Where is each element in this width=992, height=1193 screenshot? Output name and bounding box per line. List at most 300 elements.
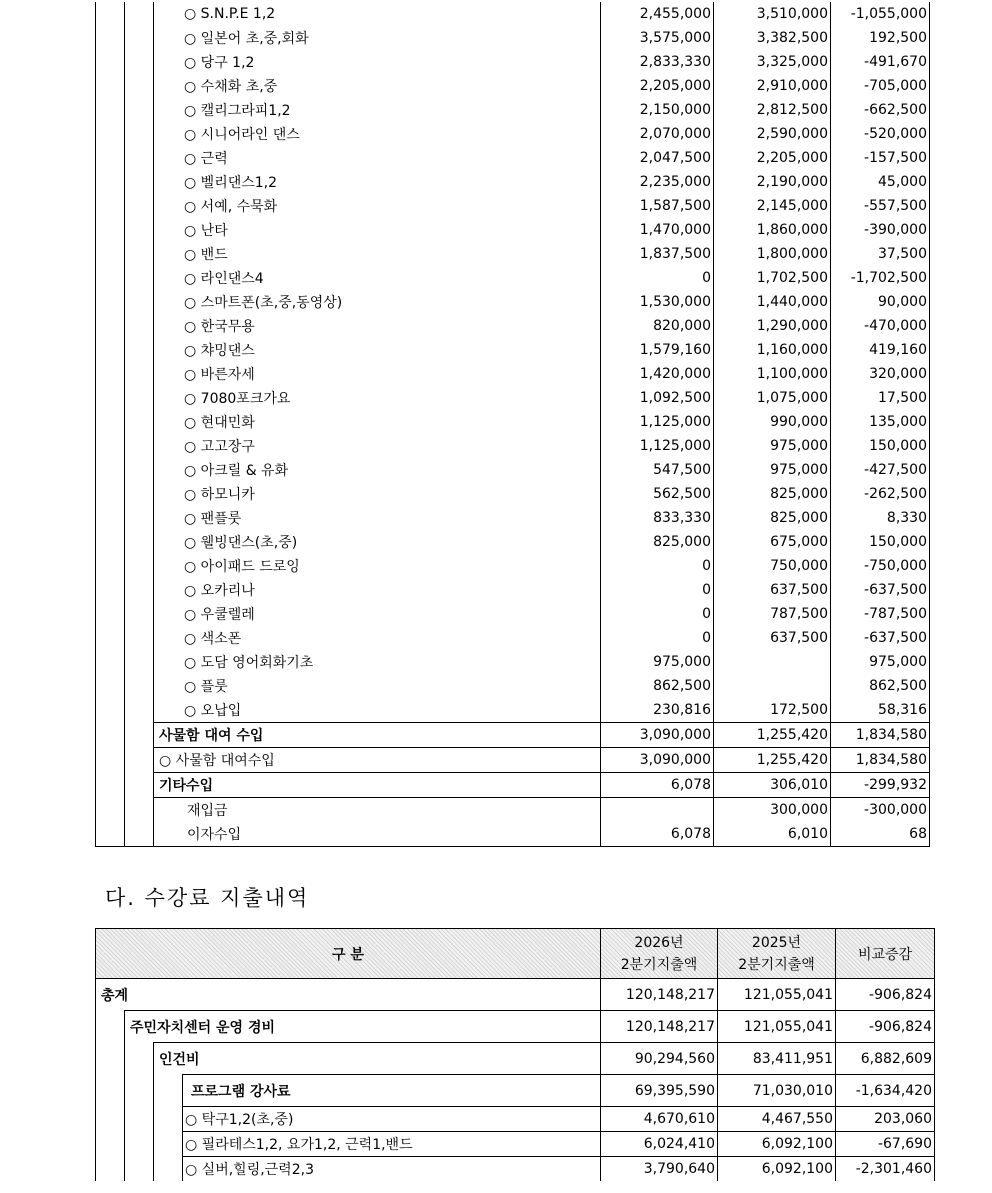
indent-cell [125, 1132, 154, 1157]
indent-cell [125, 822, 154, 847]
value-2025: 1,290,000 [714, 314, 831, 338]
value-2025: 6,010 [714, 822, 831, 847]
value-diff: -299,932 [831, 773, 930, 798]
item-name: 사물함 대여 수입 [154, 723, 601, 748]
item-name: ○ 난타 [154, 218, 601, 242]
indent-cell [96, 798, 125, 823]
indent-cell [96, 1132, 125, 1157]
value-2025: 121,055,041 [718, 979, 836, 1011]
indent-cell [96, 723, 125, 748]
indent-cell [96, 1011, 125, 1043]
item-name: ○ 사물함 대여수입 [154, 748, 601, 773]
item-name: ○ 시니어라인 댄스 [154, 122, 601, 146]
item-name: ○ 웰빙댄스(초,중) [154, 530, 601, 554]
value-2025: 2,190,000 [714, 170, 831, 194]
value-diff: 1,834,580 [831, 723, 930, 748]
value-2025: 4,467,550 [718, 1107, 836, 1132]
indent-cell [125, 506, 154, 530]
table-row [96, 578, 930, 602]
indent-cell [125, 458, 154, 482]
indent-cell [96, 698, 125, 723]
indent-cell [125, 530, 154, 554]
value-diff: -427,500 [831, 458, 930, 482]
header-2026-label: 2분기지출액 [620, 956, 698, 973]
value-diff: 8,330 [831, 506, 930, 530]
indent-cell [125, 146, 154, 170]
indent-cell [96, 98, 125, 122]
indent-cell [125, 723, 154, 748]
indent-cell [125, 1043, 154, 1075]
value-diff: 320,000 [831, 362, 930, 386]
value-2025: 787,500 [714, 602, 831, 626]
indent-cell [96, 1107, 125, 1132]
value-2025: 83,411,951 [718, 1043, 836, 1075]
indent-cell [96, 434, 125, 458]
indent-cell [96, 626, 125, 650]
value-2025 [714, 674, 831, 698]
value-2026: 825,000 [601, 530, 714, 554]
indent-cell [125, 2, 154, 26]
value-diff: -906,824 [836, 1011, 935, 1043]
table-row [96, 723, 930, 748]
item-name: ○ 한국무용 [154, 314, 601, 338]
value-diff: 45,000 [831, 170, 930, 194]
value-diff: 862,500 [831, 674, 930, 698]
value-2026: 6,078 [601, 773, 714, 798]
expense-table [95, 928, 935, 1181]
value-diff: -1,702,500 [831, 266, 930, 290]
indent-cell [125, 26, 154, 50]
indent-cell [96, 314, 125, 338]
item-name: ○ 도담 영어회화기초 [154, 650, 601, 674]
value-diff: -470,000 [831, 314, 930, 338]
indent-cell [96, 1075, 125, 1107]
value-2025 [714, 650, 831, 674]
value-diff: -906,824 [836, 979, 935, 1011]
value-2026: 3,090,000 [601, 748, 714, 773]
indent-cell [96, 74, 125, 98]
value-diff: -67,690 [836, 1132, 935, 1157]
table-row [96, 979, 935, 1011]
indent-cell [96, 218, 125, 242]
header-2026-year: 2026년 [634, 934, 684, 951]
indent-cell [96, 266, 125, 290]
indent-cell [125, 218, 154, 242]
value-2025: 6,092,100 [718, 1132, 836, 1157]
indent-cell [125, 410, 154, 434]
value-diff: -2,301,460 [836, 1157, 935, 1182]
item-name: 주민자치센터 운영 경비 [125, 1011, 601, 1043]
value-2025: 1,255,420 [714, 723, 831, 748]
value-2026: 1,125,000 [601, 434, 714, 458]
table-row [96, 482, 930, 506]
indent-cell [125, 482, 154, 506]
item-name: ○ 오납입 [154, 698, 601, 723]
value-2026: 0 [601, 266, 714, 290]
value-2025: 975,000 [714, 434, 831, 458]
value-diff: -491,670 [831, 50, 930, 74]
value-diff: -557,500 [831, 194, 930, 218]
indent-cell [96, 650, 125, 674]
value-diff: 1,834,580 [831, 748, 930, 773]
value-2025: 750,000 [714, 554, 831, 578]
header-2025 [718, 929, 836, 979]
item-name: ○ 일본어 초,중,회화 [154, 26, 601, 50]
value-2026: 3,575,000 [601, 26, 714, 50]
table-row [96, 530, 930, 554]
value-2025: 2,590,000 [714, 122, 831, 146]
value-2026: 2,047,500 [601, 146, 714, 170]
indent-cell [154, 1075, 183, 1107]
value-diff: 58,316 [831, 698, 930, 723]
indent-cell [125, 266, 154, 290]
value-diff: 37,500 [831, 242, 930, 266]
value-2025: 637,500 [714, 626, 831, 650]
table-row [96, 674, 930, 698]
value-2026: 820,000 [601, 314, 714, 338]
indent-cell [125, 578, 154, 602]
value-2026: 562,500 [601, 482, 714, 506]
indent-cell [96, 194, 125, 218]
item-name: ○ 하모니카 [154, 482, 601, 506]
value-2026: 1,470,000 [601, 218, 714, 242]
value-2026: 1,125,000 [601, 410, 714, 434]
item-name: ○ 필라테스1,2, 요가1,2, 근력1,밴드 [183, 1132, 601, 1157]
value-2025: 121,055,041 [718, 1011, 836, 1043]
value-2025: 6,092,100 [718, 1157, 836, 1182]
item-name: ○ S.N.P.E 1,2 [154, 2, 601, 26]
indent-cell [125, 290, 154, 314]
table-row [96, 362, 930, 386]
value-diff: 90,000 [831, 290, 930, 314]
value-diff: 203,060 [836, 1107, 935, 1132]
table-row [96, 338, 930, 362]
value-2026: 833,330 [601, 506, 714, 530]
indent-cell [125, 1075, 154, 1107]
value-diff: 17,500 [831, 386, 930, 410]
item-name: 인건비 [154, 1043, 601, 1075]
indent-cell [125, 74, 154, 98]
item-name: ○ 플룻 [154, 674, 601, 698]
value-2026: 2,235,000 [601, 170, 714, 194]
value-2026: 975,000 [601, 650, 714, 674]
indent-cell [125, 242, 154, 266]
value-2026: 0 [601, 626, 714, 650]
value-2026: 1,587,500 [601, 194, 714, 218]
table-row [96, 1075, 935, 1107]
value-diff: -705,000 [831, 74, 930, 98]
value-2025: 637,500 [714, 578, 831, 602]
table-row [96, 314, 930, 338]
value-diff: -787,500 [831, 602, 930, 626]
indent-cell [96, 170, 125, 194]
table-row [96, 194, 930, 218]
table-row [96, 386, 930, 410]
value-2026: 3,790,640 [601, 1157, 718, 1182]
income-table [95, 2, 930, 847]
table-row [96, 554, 930, 578]
value-2025: 2,910,000 [714, 74, 831, 98]
value-2025: 675,000 [714, 530, 831, 554]
table-row [96, 1011, 935, 1043]
value-2025: 990,000 [714, 410, 831, 434]
value-2026: 0 [601, 602, 714, 626]
indent-cell [96, 50, 125, 74]
value-2025: 3,325,000 [714, 50, 831, 74]
indent-cell [96, 386, 125, 410]
indent-cell [96, 122, 125, 146]
value-diff: 68 [831, 822, 930, 847]
value-diff: -1,055,000 [831, 2, 930, 26]
value-2026: 2,205,000 [601, 74, 714, 98]
indent-cell [125, 194, 154, 218]
value-diff: 150,000 [831, 434, 930, 458]
table-row [96, 506, 930, 530]
indent-cell [125, 170, 154, 194]
table-row [96, 698, 930, 723]
value-2025: 825,000 [714, 506, 831, 530]
value-2026: 69,395,590 [601, 1075, 718, 1107]
item-name: ○ 라인댄스4 [154, 266, 601, 290]
table-row [96, 122, 930, 146]
table-row [96, 146, 930, 170]
item-name: 프로그램 강사료 [183, 1075, 601, 1107]
indent-cell [96, 458, 125, 482]
value-diff: 135,000 [831, 410, 930, 434]
table-row [96, 1132, 935, 1157]
value-2025: 2,812,500 [714, 98, 831, 122]
table-row [96, 602, 930, 626]
item-name: ○ 수채화 초,중 [154, 74, 601, 98]
table-row [96, 458, 930, 482]
value-2025: 172,500 [714, 698, 831, 723]
value-2026: 1,837,500 [601, 242, 714, 266]
indent-cell [96, 242, 125, 266]
table-row [96, 650, 930, 674]
item-name: ○ 밴드 [154, 242, 601, 266]
value-2026: 1,579,160 [601, 338, 714, 362]
value-2026: 6,024,410 [601, 1132, 718, 1157]
value-2025: 3,382,500 [714, 26, 831, 50]
table-row [96, 218, 930, 242]
value-2026: 120,148,217 [601, 979, 718, 1011]
indent-cell [125, 338, 154, 362]
item-name: 총계 [96, 979, 601, 1011]
item-name: ○ 7080포크가요 [154, 386, 601, 410]
value-diff: 975,000 [831, 650, 930, 674]
item-name: ○ 오카리나 [154, 578, 601, 602]
value-diff: -262,500 [831, 482, 930, 506]
value-2026: 0 [601, 578, 714, 602]
item-name: ○ 실버,힐링,근력2,3 [183, 1157, 601, 1182]
table-row [96, 74, 930, 98]
indent-cell [96, 146, 125, 170]
header-2025-label: 2분기지출액 [738, 956, 815, 973]
value-diff: -1,634,420 [836, 1075, 935, 1107]
item-name: ○ 서예, 수묵화 [154, 194, 601, 218]
table-row [96, 434, 930, 458]
value-2026: 0 [601, 554, 714, 578]
item-name: ○ 탁구1,2(초,중) [183, 1107, 601, 1132]
table-row [96, 26, 930, 50]
value-2025: 2,145,000 [714, 194, 831, 218]
value-2026: 1,420,000 [601, 362, 714, 386]
value-diff: -300,000 [831, 798, 930, 823]
indent-cell [96, 362, 125, 386]
item-name: ○ 챠밍댄스 [154, 338, 601, 362]
value-2026: 4,670,610 [601, 1107, 718, 1132]
indent-cell [125, 698, 154, 723]
value-2026 [601, 798, 714, 823]
value-2026: 2,833,330 [601, 50, 714, 74]
table-row [96, 50, 930, 74]
item-name: ○ 스마트폰(초,중,동영상) [154, 290, 601, 314]
item-name: ○ 고고장구 [154, 434, 601, 458]
indent-cell [96, 26, 125, 50]
value-2026: 6,078 [601, 822, 714, 847]
item-name: 이자수입 [154, 822, 601, 847]
item-name: ○ 벨리댄스1,2 [154, 170, 601, 194]
item-name: ○ 근력 [154, 146, 601, 170]
item-name: ○ 바른자세 [154, 362, 601, 386]
indent-cell [96, 554, 125, 578]
item-name: ○ 캘리그라피1,2 [154, 98, 601, 122]
indent-cell [125, 773, 154, 798]
value-2025: 1,800,000 [714, 242, 831, 266]
value-2025: 71,030,010 [718, 1075, 836, 1107]
indent-cell [96, 1043, 125, 1075]
table-row [96, 266, 930, 290]
value-diff: 192,500 [831, 26, 930, 50]
value-2026: 3,090,000 [601, 723, 714, 748]
table-row [96, 822, 930, 847]
indent-cell [96, 506, 125, 530]
value-diff: -750,000 [831, 554, 930, 578]
indent-cell [125, 650, 154, 674]
value-diff: -390,000 [831, 218, 930, 242]
value-2026: 547,500 [601, 458, 714, 482]
indent-cell [125, 798, 154, 823]
value-2026: 2,455,000 [601, 2, 714, 26]
value-2025: 1,255,420 [714, 748, 831, 773]
header-category: 구 분 [96, 929, 601, 979]
item-name: ○ 당구 1,2 [154, 50, 601, 74]
table-row [96, 98, 930, 122]
table-row [96, 410, 930, 434]
item-name: ○ 아크릴 & 유화 [154, 458, 601, 482]
table-row [96, 1107, 935, 1132]
indent-cell [96, 338, 125, 362]
indent-cell [125, 314, 154, 338]
indent-cell [125, 602, 154, 626]
indent-cell [125, 1107, 154, 1132]
indent-cell [96, 822, 125, 847]
table-row [96, 170, 930, 194]
indent-cell [96, 290, 125, 314]
value-2025: 1,075,000 [714, 386, 831, 410]
value-2025: 1,440,000 [714, 290, 831, 314]
value-2025: 1,702,500 [714, 266, 831, 290]
value-2025: 306,010 [714, 773, 831, 798]
value-diff: -520,000 [831, 122, 930, 146]
indent-cell [96, 578, 125, 602]
table-row [96, 242, 930, 266]
value-2025: 300,000 [714, 798, 831, 823]
item-name: 기타수입 [154, 773, 601, 798]
indent-cell [96, 530, 125, 554]
item-name: ○ 우쿨렐레 [154, 602, 601, 626]
indent-cell [125, 626, 154, 650]
indent-cell [125, 98, 154, 122]
item-name: ○ 현대민화 [154, 410, 601, 434]
table-row [96, 1157, 935, 1182]
indent-cell [154, 1107, 183, 1132]
indent-cell [154, 1132, 183, 1157]
table-row [96, 2, 930, 26]
value-2025: 2,205,000 [714, 146, 831, 170]
value-2026: 120,148,217 [601, 1011, 718, 1043]
value-2026: 1,092,500 [601, 386, 714, 410]
indent-cell [96, 748, 125, 773]
value-diff: 6,882,609 [836, 1043, 935, 1075]
item-name: ○ 아이패드 드로잉 [154, 554, 601, 578]
table-row [96, 1043, 935, 1075]
value-diff: -637,500 [831, 578, 930, 602]
value-2026: 2,070,000 [601, 122, 714, 146]
value-2026: 2,150,000 [601, 98, 714, 122]
value-2026: 230,816 [601, 698, 714, 723]
item-name: ○ 팬플룻 [154, 506, 601, 530]
item-name: 재입금 [154, 798, 601, 823]
indent-cell [125, 434, 154, 458]
header-2026 [601, 929, 718, 979]
value-diff: -637,500 [831, 626, 930, 650]
indent-cell [96, 2, 125, 26]
indent-cell [154, 1157, 183, 1182]
indent-cell [125, 1157, 154, 1182]
indent-cell [125, 50, 154, 74]
header-diff: 비교증감 [836, 929, 935, 979]
value-diff: -662,500 [831, 98, 930, 122]
indent-cell [96, 773, 125, 798]
value-diff: -157,500 [831, 146, 930, 170]
indent-cell [125, 554, 154, 578]
value-2025: 1,100,000 [714, 362, 831, 386]
indent-cell [96, 602, 125, 626]
value-2025: 1,160,000 [714, 338, 831, 362]
value-2025: 825,000 [714, 482, 831, 506]
item-name: ○ 색소폰 [154, 626, 601, 650]
value-2026: 1,530,000 [601, 290, 714, 314]
value-2025: 3,510,000 [714, 2, 831, 26]
table-row [96, 798, 930, 823]
indent-cell [125, 748, 154, 773]
table-row [96, 773, 930, 798]
value-2025: 1,860,000 [714, 218, 831, 242]
value-2025: 975,000 [714, 458, 831, 482]
value-diff: 150,000 [831, 530, 930, 554]
indent-cell [96, 674, 125, 698]
indent-cell [96, 410, 125, 434]
indent-cell [125, 386, 154, 410]
table-row [96, 626, 930, 650]
table-header [96, 929, 935, 979]
indent-cell [96, 482, 125, 506]
indent-cell [125, 122, 154, 146]
value-2026: 862,500 [601, 674, 714, 698]
indent-cell [125, 362, 154, 386]
header-2025-year: 2025년 [751, 934, 802, 951]
